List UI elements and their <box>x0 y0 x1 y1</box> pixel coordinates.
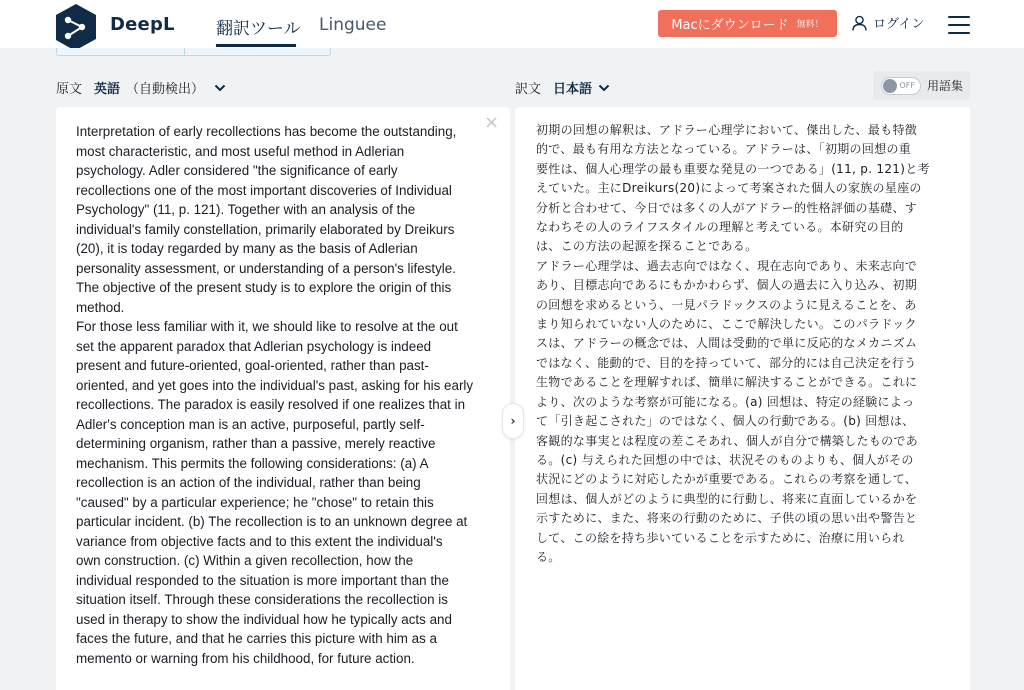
target-label: 訳文 <box>515 82 542 97</box>
active-tab-indicator <box>216 44 296 47</box>
chevron-right-icon: › <box>510 414 516 428</box>
glossary-toggle[interactable] <box>881 77 921 95</box>
swap-languages-button[interactable] <box>502 403 524 439</box>
download-label: Macにダウンロード <box>671 18 789 33</box>
toggle-knob <box>883 79 897 93</box>
top-header <box>0 0 1024 48</box>
glossary-control <box>873 71 970 100</box>
user-icon <box>852 15 867 31</box>
source-textarea[interactable]: Interpretation of early recollections has become the outstanding, most characteristic, and most useful method in Adlerian psychology. Adler considered "the significance of early recollections one of the most important discoveries of Individual Psychology" (11, p. 121). Together with an analysis of the individual's family constellation, primarily elaborated by Dreikurs (20), it is today regarded by many as the basis of Adlerian personality assessment, or understanding of a person's lifestyle. The objective of the present study is to explore the origin of this method. For those less familiar with it, we should like to resolve at the out set the apparent paradox that Adlerian psychology is indeed present and future-oriented, goal-oriented, rather than past- oriented, and yet goes into the individual's past, asking for his early recollections. The paradox is easily resolved if one realizes that in Adler's conception man is an active, purposeful, partly self- determining organism, rather than a passive, merely reactive mechanism. This permits the following considerations: (a) A recollection is an action of the individual, rather than being "caused" by a particular experience; he "chose" to retain this particular incident. (b) The recollection is to an unknown degree at variance from objective facts and to this extent the individual's own construction. (c) Within a given recollection, how the individual responded to the situation is more important than the situation itself. Through these considerations the recollection is used in therapy to show the individual how he typically acts and faces the future, and that he carries this picture with him as a memento or warning from his childhood, for future action. <box>76 124 474 666</box>
translation-mode-tabs[interactable] <box>56 48 331 56</box>
hamburger-menu-icon[interactable] <box>948 16 970 34</box>
source-text-panel[interactable] <box>56 107 510 690</box>
login-label: ログイン <box>873 17 925 32</box>
chevron-down-icon[interactable] <box>214 82 226 94</box>
glossary-label[interactable]: 用語集 <box>927 79 964 93</box>
target-language-select[interactable]: 日本語 <box>553 82 593 97</box>
brand-name[interactable]: DeepL <box>110 14 175 35</box>
nav-linguee-tab[interactable]: Linguee <box>319 15 387 35</box>
toggle-state: OFF <box>899 80 915 90</box>
translation-output[interactable]: 初期の回想の解釈は、アドラー心理学において、傑出した、最も特徴 的で、最も有用な方法となっている。アドラーは、「初期の回想の重 要性は、個人心理学の最も重要な発見の一つである」(11, p. 121)と考 えていた。主にDreikurs(20)によって考案された個人の家族の星座の 分析と合わせて、今日では多くの人がアドラー的性格評価の基礎、す なわちその人のライフスタイルの理解と考えている。本研究の目的 は、この方法の起源を探ることである。 アドラー心理学は、過去志向ではなく、現在志向であり、未来志向で あり、目標志向であるにもかかわらず、個人の過去に入り込み、初期 の回想を求めるという、一見パラドックスのように見えることを、あ まり知られていない人のために、ここで解決したい。このパラドック スは、アドラーの概念では、人間は受動的で単に反応的なメカニズム ではなく、能動的で、目的を持っていて、部分的には自己決定を行う 生物であることを理解すれば、簡単に解決することができる。これに より、次のような考察が可能になる。(a) 回想は、特定の経験によっ て「引き起こされた」のではなく、個人の行動である。(b) 回想は、 客観的な事実とは程度の差こそあれ、個人が自分で構築したものであ る。(c) 与えられた回想の中では、状況そのものよりも、個人がその 状況にどのように対応したかが重要である。これらの考察を通して、 回想は、個人がどのように典型的に行動し、将来に直面しているかを 示すために、また、将来の行動のために、子供の頃の思い出や警告と して、この絵を持ち歩いていることを示すために、治療に用いられ る。 <box>536 123 930 564</box>
source-label: 原文 <box>56 82 83 97</box>
target-text-panel <box>515 107 970 690</box>
nav-translator-tab[interactable]: 翻訳ツール <box>216 19 301 39</box>
login-button[interactable] <box>852 13 924 32</box>
auto-detect-label: （自動検出） <box>126 82 205 97</box>
clear-text-close-icon[interactable]: × <box>484 112 500 133</box>
chevron-down-icon[interactable] <box>598 82 610 94</box>
source-language-select[interactable]: 英語 <box>94 82 121 97</box>
download-mac-button[interactable] <box>658 10 837 37</box>
deepl-logo-icon[interactable] <box>54 3 98 53</box>
free-badge: 無料！ <box>796 20 824 30</box>
target-language-bar <box>515 78 610 97</box>
source-language-bar <box>56 78 226 97</box>
